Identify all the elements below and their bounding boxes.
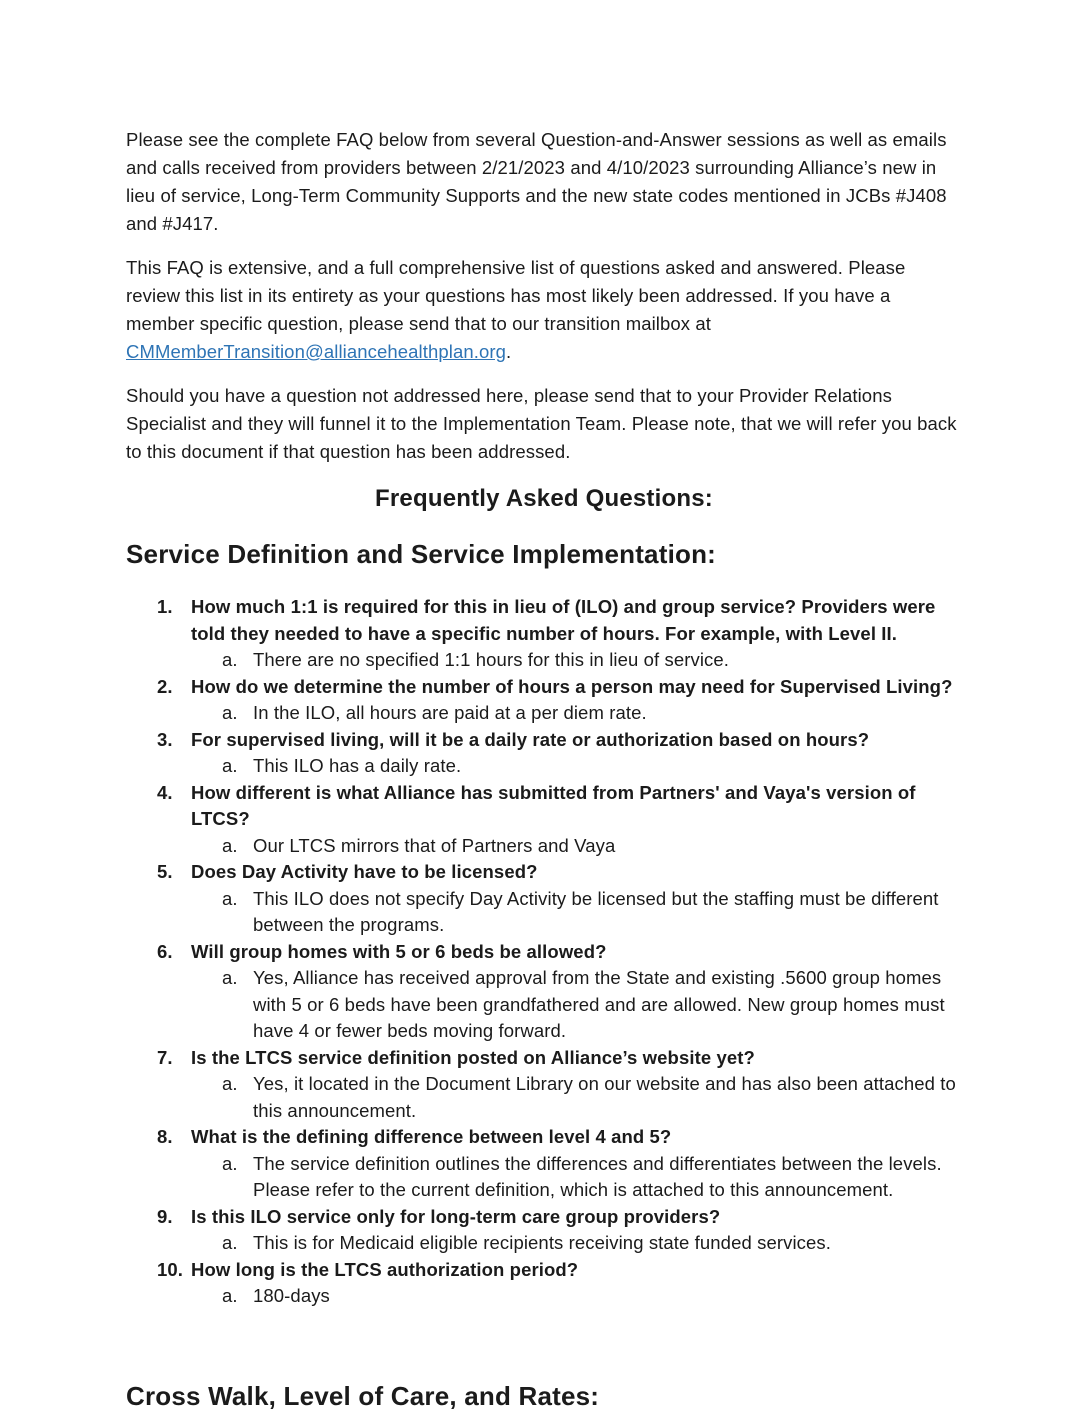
question-number: 10.: [157, 1258, 184, 1280]
answer-text: There are no specified 1:1 hours for this in lieu of service.: [253, 649, 730, 670]
answer-text: Yes, Alliance has received approval from the State and existing .5600 group homes with 5 or 6 beds have been grandfathered and are allowed. New group homes must have 4 or fewer beds moving forward.: [253, 967, 945, 1041]
answer-row: [222, 1151, 962, 1204]
answer-row: [222, 753, 962, 780]
question-number: 2.: [157, 675, 173, 697]
question-text: Will group homes with 5 or 6 beds be allowed?: [191, 940, 607, 962]
question-row: [126, 939, 962, 966]
intro-paragraph-1: Please see the complete FAQ below from several Question-and-Answer sessions as well as emails and calls received from providers between 2/21/2023 and 4/10/2023 surrounding Alliance’s new in lieu of service, Long-Term Community Supports and the new state codes mentioned in JCBs #J408 and #J417.: [126, 129, 947, 234]
answer-text: This ILO has a daily rate.: [253, 755, 462, 776]
page-title: Frequently Asked Questions:: [375, 485, 713, 512]
answer-label: a.: [222, 1073, 238, 1094]
answer-text: This is for Medicaid eligible recipients receiving state funded services.: [253, 1232, 831, 1253]
intro-paragraph-2: [126, 254, 962, 366]
answer-text: In the ILO, all hours are paid at a per diem rate.: [253, 702, 647, 723]
question-number: 1.: [157, 596, 173, 617]
question-number: 7.: [157, 1046, 173, 1068]
question-row: [126, 674, 962, 701]
question-text: How long is the LTCS authorization period?: [191, 1258, 579, 1280]
answer-text: Our LTCS mirrors that of Partners and Vaya: [253, 834, 616, 856]
question-text: Does Day Activity have to be licensed?: [191, 861, 538, 882]
answer-label: a.: [222, 649, 238, 670]
question-row: [126, 594, 962, 647]
answer-label: a.: [222, 887, 238, 909]
question-row: [126, 1204, 962, 1231]
question-row: [126, 780, 962, 833]
question-text: Is this ILO service only for long-term care group providers?: [191, 1205, 721, 1227]
answer-row: [222, 886, 962, 939]
question-row: [126, 1257, 962, 1284]
answer-label: a.: [222, 702, 238, 723]
faq-item-8: [126, 1124, 962, 1204]
question-text: How different is what Alliance has submitted from Partners' and Vaya's version of LTCS?: [191, 781, 916, 829]
question-row: [126, 1124, 962, 1151]
question-row: [126, 1045, 962, 1072]
question-text: For supervised living, will it be a daily rate or authorization based on hours?: [191, 728, 870, 750]
answer-label: a.: [222, 834, 238, 856]
question-number: 9.: [157, 1205, 173, 1227]
faq-item-4: [126, 780, 962, 860]
faq-item-7: [126, 1045, 962, 1125]
answer-text: 180-days: [253, 1285, 330, 1306]
section-heading-cross-walk: Cross Walk, Level of Care, and Rates:: [126, 1380, 600, 1411]
question-number: 8.: [157, 1126, 173, 1147]
answer-text: Yes, it located in the Document Library on our website and has also been attached to this announcement.: [253, 1073, 956, 1121]
faq-item-10: [126, 1257, 962, 1310]
intro-paragraph-3: Should you have a question not addressed here, please send that to your Provider Relations Specialist and they will funnel it to the Implementation Team. Please note, that we will refer you back to this document if that question has been addressed.: [126, 385, 957, 462]
answer-label: a.: [222, 1232, 238, 1253]
answer-text: This ILO does not specify Day Activity be licensed but the staffing must be different between the programs.: [253, 887, 939, 935]
faq-list: [126, 594, 962, 1310]
answer-row: [222, 833, 962, 860]
question-text: How much 1:1 is required for this in lieu of (ILO) and group service? Providers were told they needed to have a specific number of hours. For example, with Level II.: [191, 596, 936, 644]
answer-label: a.: [222, 1152, 238, 1174]
faq-item-6: [126, 939, 962, 1045]
question-text: Is the LTCS service definition posted on Alliance’s website yet?: [191, 1046, 755, 1068]
answer-row: [222, 700, 962, 727]
answer-row: [222, 1071, 962, 1124]
question-row: [126, 859, 962, 886]
question-number: 4.: [157, 781, 173, 803]
answer-label: a.: [222, 755, 238, 776]
faq-item-2: [126, 674, 962, 727]
faq-item-3: [126, 727, 962, 780]
answer-label: a.: [222, 1285, 238, 1306]
answer-text: The service definition outlines the differences and differentiates between the levels. Please refer to the current definition, which is attached to this announcement.: [253, 1152, 942, 1200]
answer-label: a.: [222, 967, 238, 988]
intro-paragraph-2-text: This FAQ is extensive, and a full comprehensive list of questions asked and answered. Please review this list in its entirety as your questions has most likely been addressed. If you have a member specific question, please send that to our transition mailbox at: [126, 257, 906, 334]
question-text: How do we determine the number of hours a person may need for Supervised Living?: [191, 675, 953, 697]
answer-row: [222, 1283, 962, 1310]
transition-mailbox-link[interactable]: CMMemberTransition@alliancehealthplan.org: [126, 341, 507, 362]
question-number: 3.: [157, 728, 173, 750]
intro-paragraph-2-period: .: [506, 341, 512, 362]
question-text: What is the defining difference between level 4 and 5?: [191, 1126, 672, 1147]
question-row: [126, 727, 962, 754]
section-heading-service-definition: Service Definition and Service Implementation:: [126, 539, 717, 569]
faq-item-1: [126, 594, 962, 674]
answer-row: [222, 647, 962, 674]
faq-item-9: [126, 1204, 962, 1257]
faq-item-5: [126, 859, 962, 939]
question-number: 6.: [157, 940, 173, 962]
answer-row: [222, 1230, 962, 1257]
question-number: 5.: [157, 861, 173, 882]
answer-row: [222, 965, 962, 1045]
